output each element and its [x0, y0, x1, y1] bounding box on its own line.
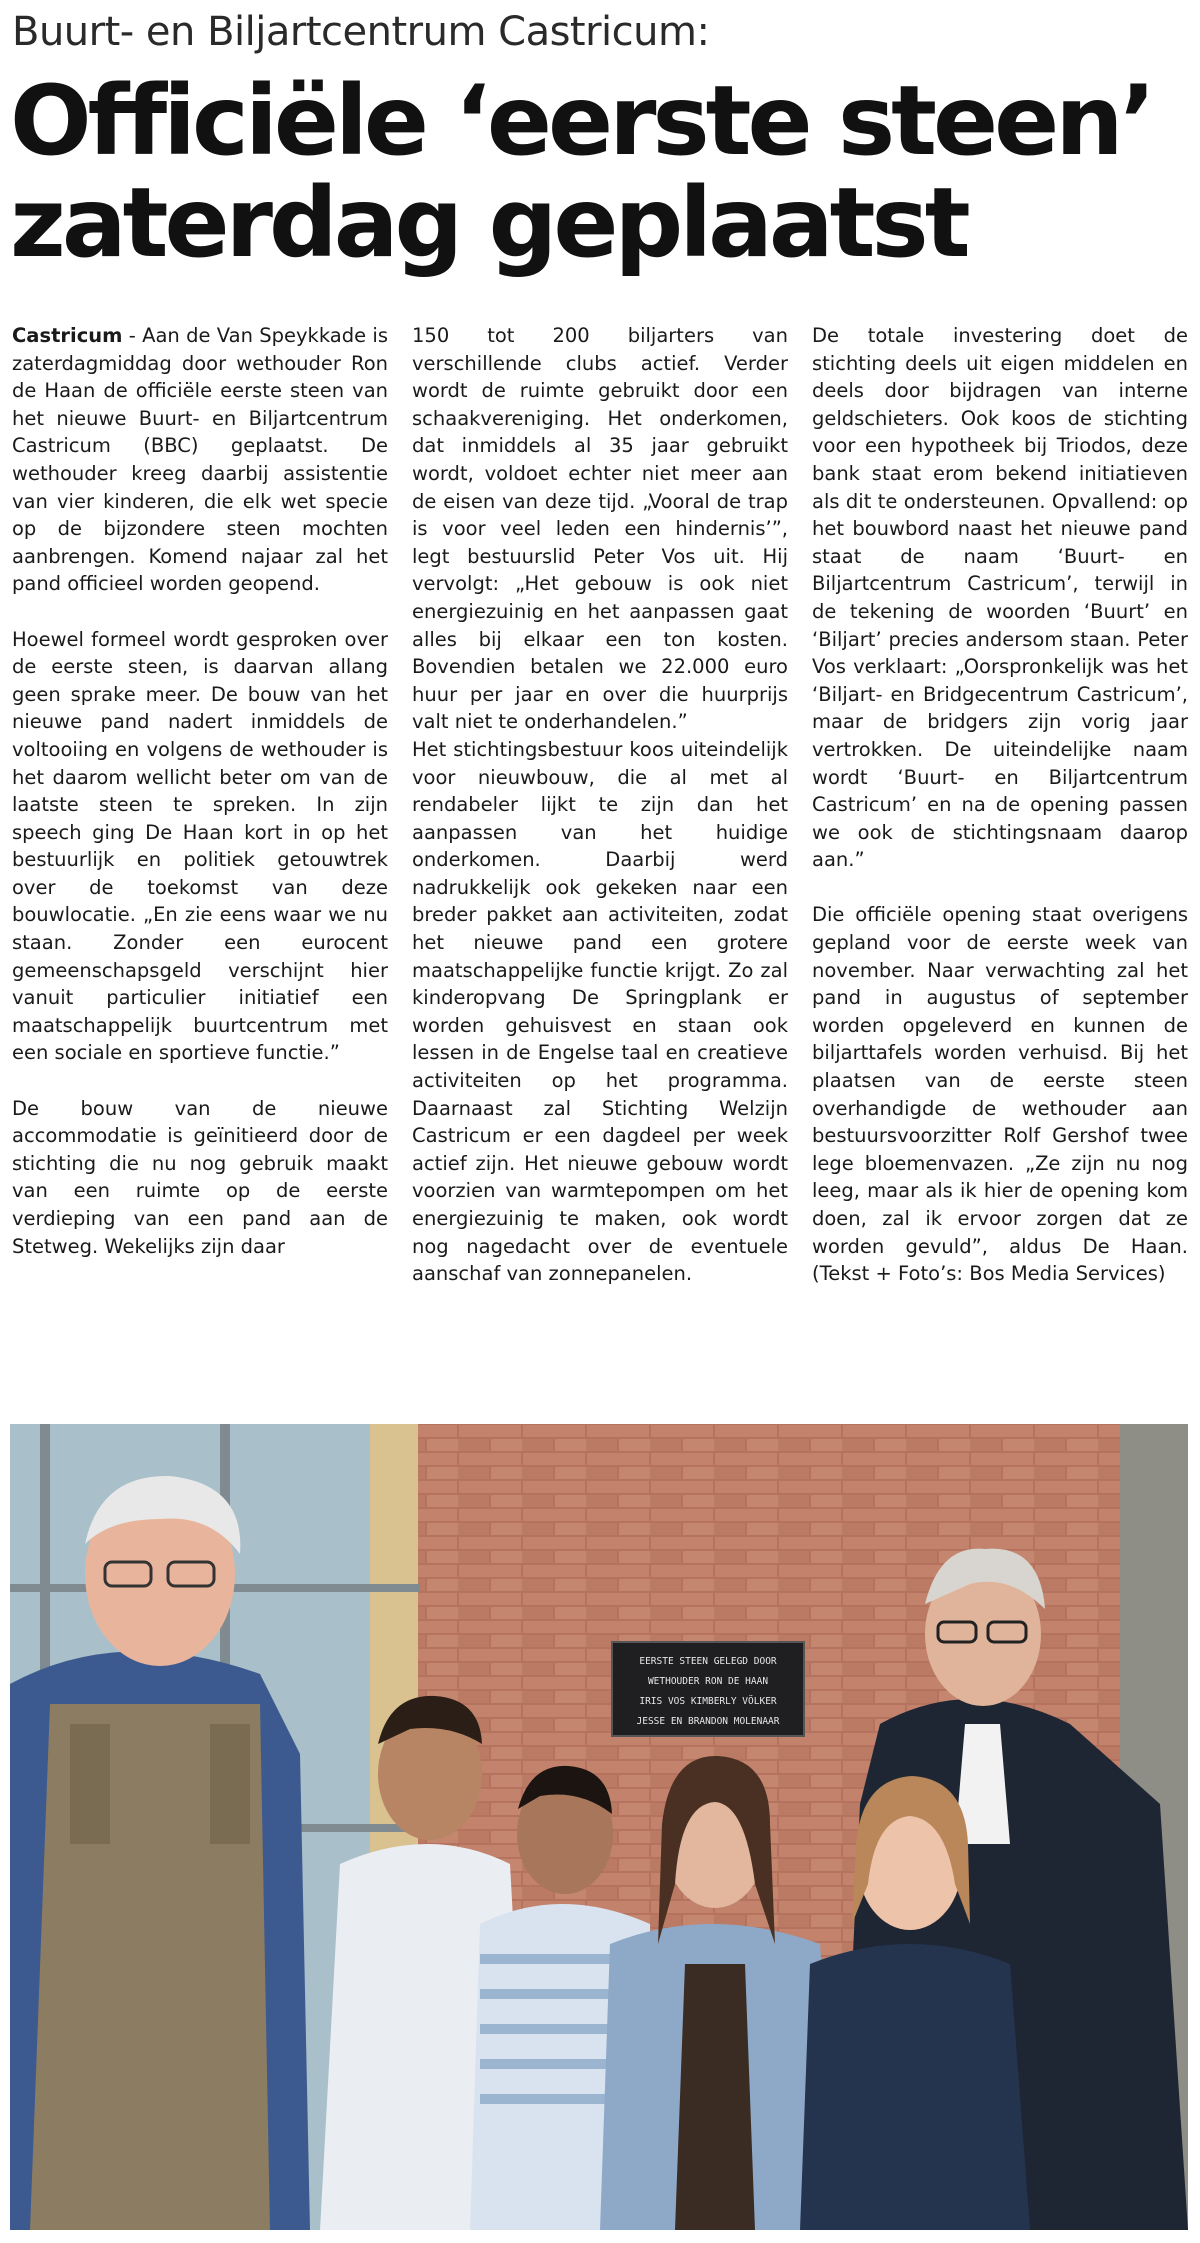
article-photo	[10, 1424, 1188, 2230]
article-column-1	[12, 322, 388, 1392]
plaque-line: EERSTE STEEN GELEGD DOOR	[639, 1656, 777, 1667]
article-headline	[10, 65, 1190, 279]
plaque-line: JESSE EN BRANDON MOLENAAR	[636, 1716, 780, 1727]
memorial-plaque	[612, 1642, 804, 1736]
headline-line-2: zaterdag geplaatst	[10, 167, 967, 279]
article-kicker: Buurt- en Biljartcentrum Castricum:	[12, 9, 710, 55]
headline-line-1: Officiële ‘eerste steen’	[10, 65, 1153, 177]
paragraph: 150 tot 200 biljarters van verschillende clubs actief. Verder wordt de ruimte gebruikt door een schaakvereniging. Het onderkomen, dat inmiddels al 35 jaar gebruikt wordt, voldoet echter niet meer aan de eisen van deze tijd. „Vooral de trap is voor veel leden een hindernis’”, legt bestuurslid Peter Vos uit. Hij vervolgt: „Het gebouw is ook niet energiezuinig en het aanpassen gaat alles bij elkaar een ton kosten. Bovendien betalen we 22.000 euro huur per jaar en over die huurprijs valt niet te onderhandelen.”	[412, 324, 788, 734]
article-body	[12, 322, 1188, 1392]
paragraph: De totale investering doet de stichting deels uit eigen middelen en deels door bijdragen van interne geldschieters. Ook koos de stichting voor een hypotheek bij Triodos, deze bank staat erom bekend initiatieven als dit te ondersteunen. Opvallend: op het bouwbord naast het nieuwe pand staat de naam ‘Buurt- en Biljartcentrum Castricum’, terwijl in de tekening de woorden ‘Buurt’ en ‘Biljart’ precies andersom staan. Peter Vos verklaart: „Oorspronkelijk was het ‘Biljart- en Bridgecentrum Castricum’, maar de bridgers zijn vorig jaar vertrokken. De uiteindelijke naam wordt ‘Buurt- en Biljartcentrum Castricum’ en na de opening passen we ook de stichtingsnaam daarop aan.”	[812, 324, 1188, 872]
paragraph-text: - Aan de Van Speykkade is zaterdagmiddag door wethouder Ron de Haan de officiële eerste steen van het nieuwe Buurt- en Biljartcentrum Castricum (BBC) geplaatst. De wethouder kreeg daarbij assistentie van vier kinderen, die elk wet specie op de bijzondere steen mochten aanbrengen. Komend najaar zal het pand officieel worden geopend.	[12, 324, 388, 596]
article-column-3	[812, 322, 1188, 1392]
photo-illustration	[10, 1424, 1188, 2230]
paragraph	[12, 322, 388, 598]
article-column-2	[412, 322, 788, 1392]
paragraph: Hoewel formeel wordt gesproken over de eerste steen, is daarvan allang geen sprake meer. De bouw van het nieuwe pand nadert inmiddels de voltooiing en volgens de wethouder is het daarom wellicht beter om van de laatste steen te spreken. In zijn speech ging De Haan kort in op het bestuurlijk en politiek getouwtrek over de toekomst van deze bouwlocatie. „En zie eens waar we nu staan. Zonder een eurocent gemeenschapsgeld verschijnt hier vanuit particulier initiatief een maatschappelijk buurtcentrum met een sociale en sportieve functie.”	[12, 627, 388, 1065]
paragraph: De bouw van de nieuwe accommodatie is geïnitieerd door de stichting die nu nog gebruik maakt van een ruimte op de eerste verdieping van een pand aan de Stetweg. Wekelijks zijn daar	[12, 1096, 388, 1258]
dateline: Castricum	[12, 324, 123, 347]
plaque-line: IRIS VOS KIMBERLY VÖLKER	[639, 1696, 777, 1707]
paragraph: Het stichtingsbestuur koos uiteindelijk voor nieuwbouw, die al met al rendabeler lijkt te zijn dan het aanpassen van het huidige onderkomen. Daarbij werd nadrukkelijk ook gekeken naar een breder pakket aan activiteiten, zodat het nieuwe pand een grotere maatschappelijke functie krijgt. Zo zal kinderopvang De Springplank er worden gehuisvest en staan ook lessen in de Engelse taal en creatieve activiteiten op het programma. Daarnaast zal Stichting Welzijn Castricum er een dagdeel per week actief zijn. Het nieuwe gebouw wordt voorzien van warmtepompen om het energiezuinig te maken, ook wordt nog nagedacht over de eventuele aanschaf van zonnepanelen.	[412, 737, 788, 1286]
paragraph: Die officiële opening staat overigens gepland voor de eerste week van november. Naar verwachting zal het pand in augustus of september worden opgeleverd en kunnen de biljarttafels worden verhuisd. Bij het plaatsen van de eerste steen overhandigde de wethouder aan bestuursvoorzitter Rolf Gershof twee lege bloemenvazen. „Ze zijn nu nog leeg, maar als ik hier de opening kom doen, zal ik ervoor zorgen dat ze worden gevuld”, aldus De Haan. (Tekst + Foto’s: Bos Media Services)	[812, 903, 1188, 1286]
plaque-line: WETHOUDER RON DE HAAN	[647, 1676, 769, 1687]
